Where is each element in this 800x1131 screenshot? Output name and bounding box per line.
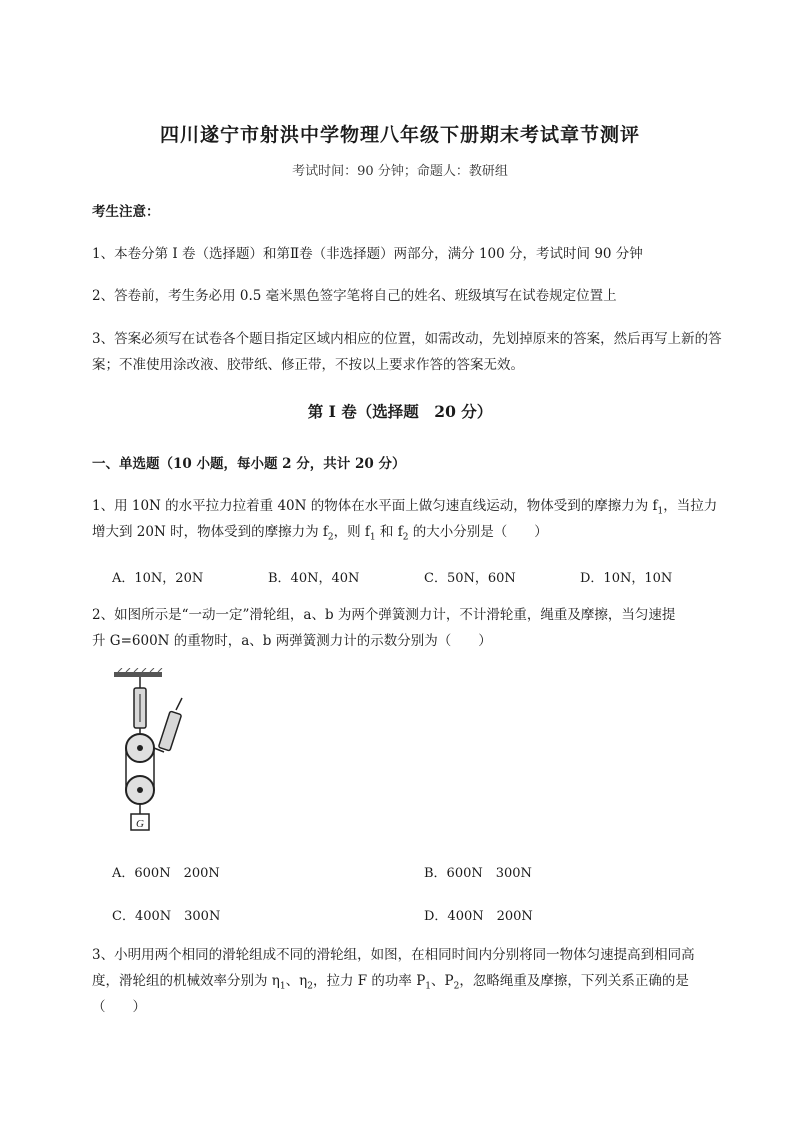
q1-option-a[interactable]: A．10N，20N <box>112 571 204 586</box>
q1-option-c[interactable]: C．50N，60N <box>424 571 516 586</box>
notice-heading: 考生注意： <box>92 204 160 220</box>
notice-item-3: 3、答案必须写在试卷各个题目指定区域内相应的位置，如需改动，先划掉原来的答案，然后再写上新的答案；不准使用涂改液、胶带纸、修正带，不按以上要求作答的答案无效。 <box>92 331 722 373</box>
q2-option-a[interactable]: A．600N 200N <box>112 866 220 881</box>
question-3-line-1: 3、小明用两个相同的滑轮组成不同的滑轮组，如图，在相同时间内分别将同一物体匀速提高到相同高 <box>92 947 695 963</box>
question-3-line-2: 度，滑轮组的机械效率分别为 $\eta_1$、$\eta_2$，拉力 F 的功率 $P_1$、$P_2$，忽略绳重及摩擦，下列关系正确的是 <box>92 973 689 992</box>
page-title: 四川遂宁市射洪中学物理八年级下册期末考试章节测评 <box>159 124 640 146</box>
weight-label: G <box>136 818 144 830</box>
q2-option-b[interactable]: B．600N 300N <box>424 866 532 881</box>
q2-option-c[interactable]: C．400N 300N <box>112 909 221 924</box>
question-1-line-1: 1、用 10N 的水平拉力拉着重 40N 的物体在水平面上做匀速直线运动，物体受到的摩擦力为 $f_1$，当拉力 <box>92 498 718 517</box>
spring-scale-b <box>158 711 181 751</box>
q1-option-b[interactable]: B．40N，40N <box>268 571 360 586</box>
q2-option-d[interactable]: D．400N 200N <box>424 909 533 924</box>
question-3-line-3: （ ） <box>92 999 146 1015</box>
notice-item-1: 1、本卷分第 I 卷（选择题）和第Ⅱ卷（非选择题）两部分，满分 100 分，考试时间 90 分钟 <box>92 246 643 262</box>
question-1-line-2: 增大到 20N 时，物体受到的摩擦力为 $f_2$，则 $f_1$ 和 $f_2$ 的大小分别是（ ） <box>92 524 548 543</box>
ceiling-mount <box>114 672 162 677</box>
notice-item-2: 2、答卷前，考生务必用 0.5 毫米黑色签字笔将自己的姓名、班级填写在试卷规定位置上 <box>92 288 617 304</box>
section-title: 第 I 卷（选择题 20 分） <box>307 402 493 421</box>
pulley-figure <box>112 668 192 838</box>
question-2-line-1: 2、如图所示是“一动一定”滑轮组，a、b 为两个弹簧测力计，不计滑轮重，绳重及摩擦，当匀速提 <box>92 607 676 623</box>
part-heading: 一、单选题（10 小题，每小题 2 分，共计 20 分） <box>92 456 406 472</box>
ceiling-hatch <box>118 668 162 672</box>
q1-option-d[interactable]: D．10N，10N <box>580 571 673 586</box>
question-2-line-2: 升 G=600N 的重物时，a、b 两弹簧测力计的示数分别为（ ） <box>92 633 492 649</box>
exam-info: 考试时间：90 分钟；命题人：教研组 <box>292 164 508 179</box>
